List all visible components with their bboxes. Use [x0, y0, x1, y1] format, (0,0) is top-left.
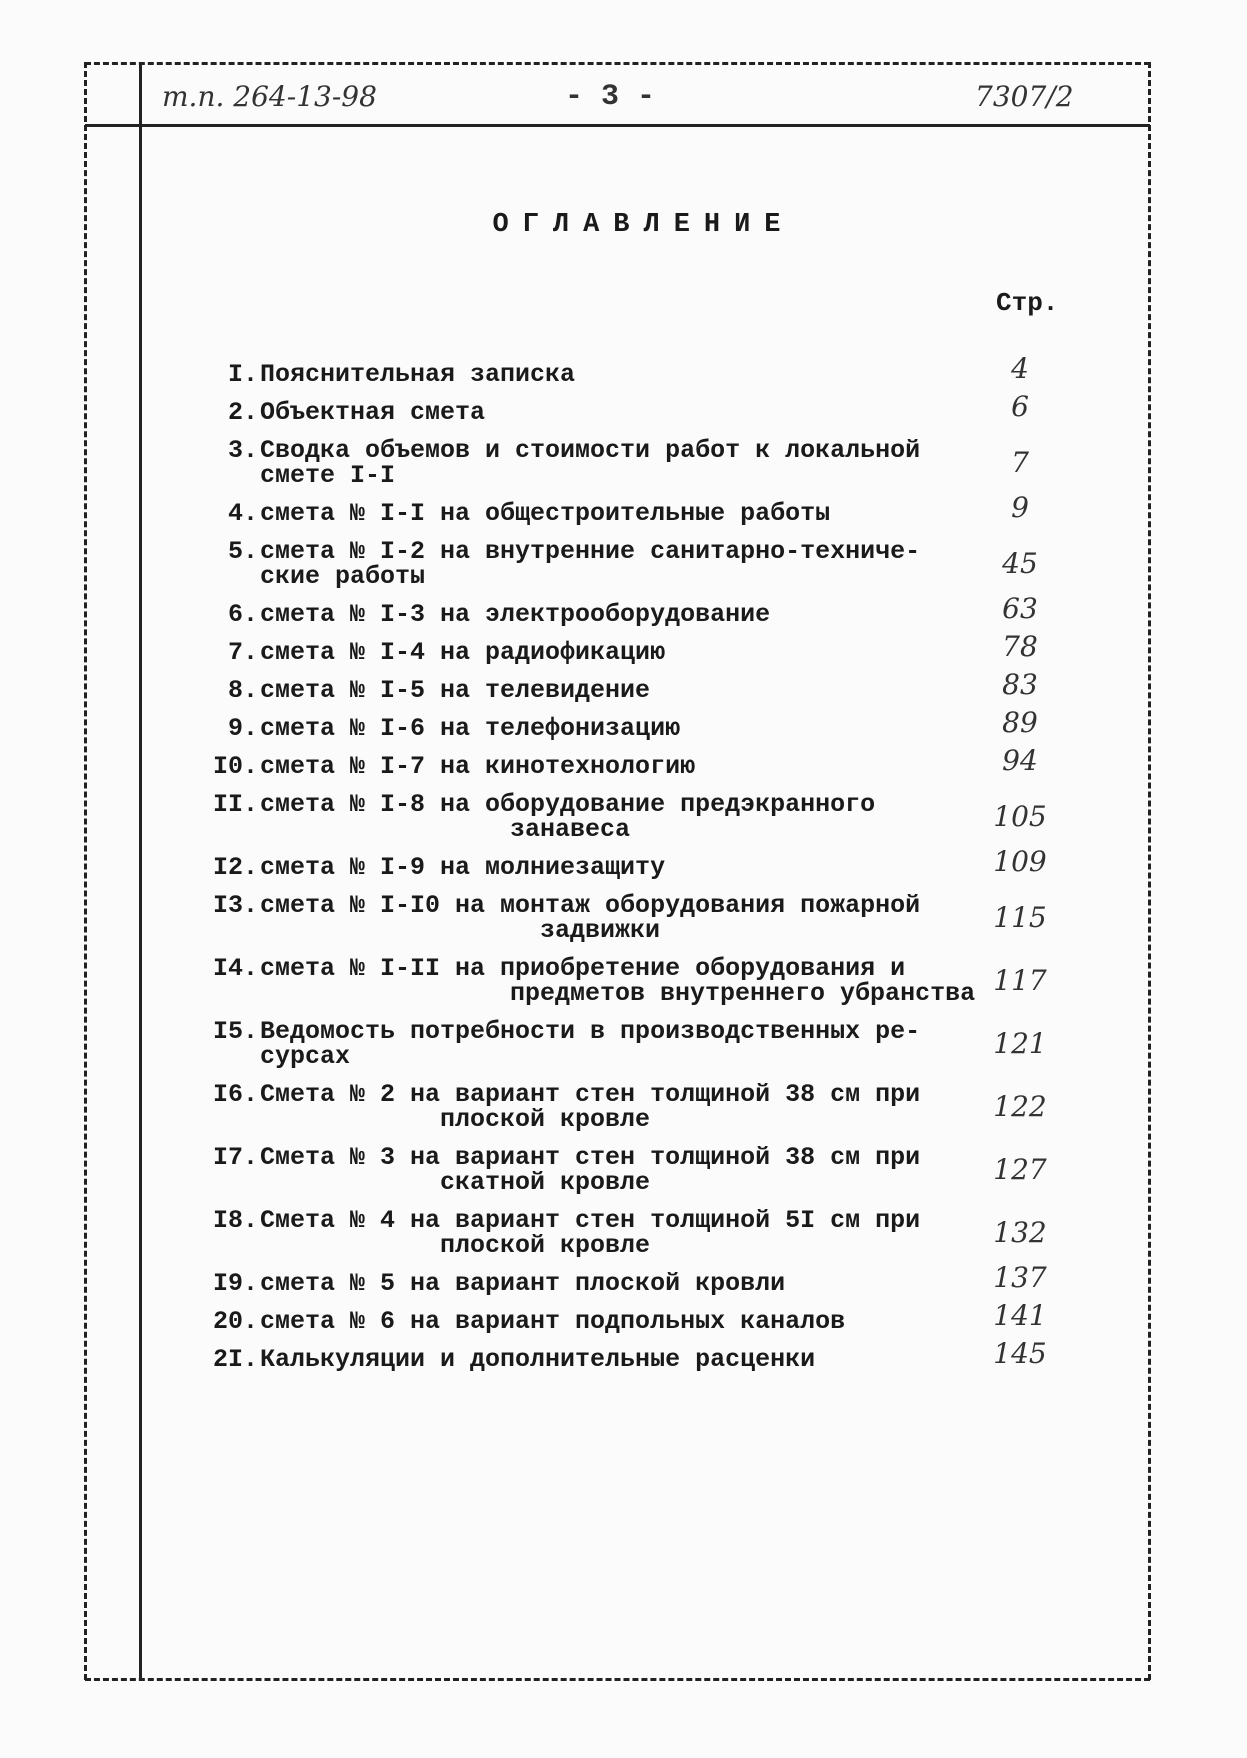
toc-item-page: 115	[993, 901, 1047, 934]
toc-item-text: Ведомость потребности в производственных ре-	[260, 1017, 921, 1046]
toc-item	[190, 352, 1070, 400]
toc-item-number: I9.	[212, 1269, 258, 1298]
toc-item	[190, 706, 1070, 754]
toc-item-text: плоской кровле	[440, 1105, 651, 1134]
toc-item-text: Смета № 4 на вариант стен толщиной 5I см при	[260, 1206, 921, 1235]
header-divider	[85, 124, 1150, 127]
toc-item-text: Объектная смета	[260, 398, 486, 427]
toc-item-text: Смета № 3 на вариант стен толщиной 38 см при	[260, 1143, 921, 1172]
toc-item	[190, 630, 1070, 678]
toc-item-text: смета № I-7 на кинотехнологию	[260, 752, 696, 781]
toc-item-text: Пояснительная записка	[260, 360, 576, 389]
toc-item	[190, 893, 1070, 956]
document-number: 7307/2	[975, 80, 1074, 113]
toc-item-number: I2.	[212, 853, 258, 882]
toc-item-text: сурсах	[260, 1042, 351, 1071]
toc-item-number: 2I.	[212, 1345, 258, 1374]
toc-item	[190, 792, 1070, 855]
toc-item-text: скатной кровле	[440, 1168, 651, 1197]
toc-item-text: смете I-I	[260, 461, 396, 490]
frame-border-top	[85, 62, 1150, 65]
toc-item-page: 6	[1011, 390, 1029, 423]
toc-item	[190, 845, 1070, 893]
toc-item-page: 89	[1002, 706, 1038, 739]
toc-item-page: 141	[993, 1299, 1047, 1332]
toc-item-page: 83	[1002, 668, 1038, 701]
toc-item-number: 8.	[227, 676, 258, 705]
toc-item-text: смета № 6 на вариант подпольных каналов	[260, 1307, 846, 1336]
table-of-contents	[190, 352, 1070, 1385]
page-number: - 3 -	[565, 80, 656, 114]
frame-border-bottom	[85, 1678, 1150, 1681]
toc-item	[190, 956, 1070, 1019]
toc-item-text: смета № I-3 на электрооборудование	[260, 600, 771, 629]
toc-item-page: 94	[1002, 744, 1038, 777]
toc-item-number: I5.	[212, 1017, 258, 1046]
toc-item-page: 127	[993, 1153, 1047, 1186]
toc-item-number: 20.	[212, 1307, 258, 1336]
toc-item-text: смета № I-2 на внутренние санитарно-техниче-	[260, 537, 921, 566]
toc-item-text: смета № I-6 на телефонизацию	[260, 714, 681, 743]
toc-item-text: смета № I-8 на оборудование предэкранного	[260, 790, 876, 819]
toc-item-text: смета № 5 на вариант плоской кровли	[260, 1269, 786, 1298]
toc-item-number: I.	[227, 360, 258, 389]
toc-item-text: смета № I-I на общестроительные работы	[260, 499, 831, 528]
toc-item-number: I0.	[212, 752, 258, 781]
toc-item-number: 5.	[227, 537, 258, 566]
page-column-label: Стр.	[996, 288, 1059, 318]
toc-item-page: 63	[1002, 592, 1038, 625]
toc-item	[190, 539, 1070, 602]
toc-item-page: 9	[1011, 491, 1029, 524]
toc-item-text: смета № I-II на приобретение оборудования и	[260, 954, 906, 983]
toc-item-number: 2.	[227, 398, 258, 427]
project-code: т.п. 264-13-98	[162, 80, 377, 113]
toc-item	[190, 592, 1070, 640]
toc-item-number: I6.	[212, 1080, 258, 1109]
toc-item-number: 3.	[227, 436, 258, 465]
toc-item-text: смета № I-4 на радиофикацию	[260, 638, 666, 667]
toc-item-page: 122	[993, 1090, 1047, 1123]
toc-item-text: ские работы	[260, 562, 426, 591]
toc-item-text: занавеса	[510, 815, 631, 844]
toc-item-number: 6.	[227, 600, 258, 629]
toc-item-page: 109	[993, 845, 1047, 878]
toc-item-number: I8.	[212, 1206, 258, 1235]
toc-item-number: II.	[212, 790, 258, 819]
toc-item	[190, 744, 1070, 792]
toc-item-text: Калькуляции и дополнительные расценки	[260, 1345, 816, 1374]
binding-margin-line	[139, 62, 142, 1680]
toc-item	[190, 1019, 1070, 1082]
toc-item	[190, 491, 1070, 539]
toc-item	[190, 390, 1070, 438]
toc-item-text: смета № I-9 на молниезащиту	[260, 853, 666, 882]
toc-item-number: I3.	[212, 891, 258, 920]
toc-item	[190, 1299, 1070, 1347]
toc-item-page: 132	[993, 1216, 1047, 1249]
frame-border-right	[1148, 62, 1151, 1680]
toc-item-page: 7	[1011, 446, 1029, 479]
toc-item	[190, 438, 1070, 501]
toc-item-number: I4.	[212, 954, 258, 983]
frame-border-left	[84, 62, 87, 1680]
toc-item-page: 121	[993, 1027, 1047, 1060]
toc-item-text: задвижки	[540, 916, 661, 945]
toc-item-number: 7.	[227, 638, 258, 667]
toc-item-text: смета № I-I0 на монтаж оборудования пожарной	[260, 891, 921, 920]
toc-item	[190, 1145, 1070, 1208]
toc-item-text: Сводка объемов и стоимости работ к локальной	[260, 436, 921, 465]
page-title: ОГЛАВЛЕНИЕ	[492, 210, 795, 240]
toc-item-page: 137	[993, 1261, 1047, 1294]
toc-item-number: 9.	[227, 714, 258, 743]
toc-item-page: 145	[993, 1337, 1047, 1370]
toc-item-text: плоской кровле	[440, 1231, 651, 1260]
toc-item	[190, 668, 1070, 716]
toc-item-text: смета № I-5 на телевидение	[260, 676, 651, 705]
toc-item	[190, 1208, 1070, 1271]
toc-item-number: I7.	[212, 1143, 258, 1172]
toc-item	[190, 1337, 1070, 1385]
toc-item-text: предметов внутреннего убранства	[510, 979, 976, 1008]
toc-item-page: 45	[1002, 547, 1038, 580]
toc-item-text: Смета № 2 на вариант стен толщиной 38 см при	[260, 1080, 921, 1109]
toc-item-page: 4	[1011, 352, 1029, 385]
toc-item-number: 4.	[227, 499, 258, 528]
toc-item-page: 105	[993, 800, 1047, 833]
toc-item	[190, 1082, 1070, 1145]
toc-item-page: 117	[993, 964, 1047, 997]
toc-item	[190, 1261, 1070, 1309]
toc-item-page: 78	[1002, 630, 1038, 663]
